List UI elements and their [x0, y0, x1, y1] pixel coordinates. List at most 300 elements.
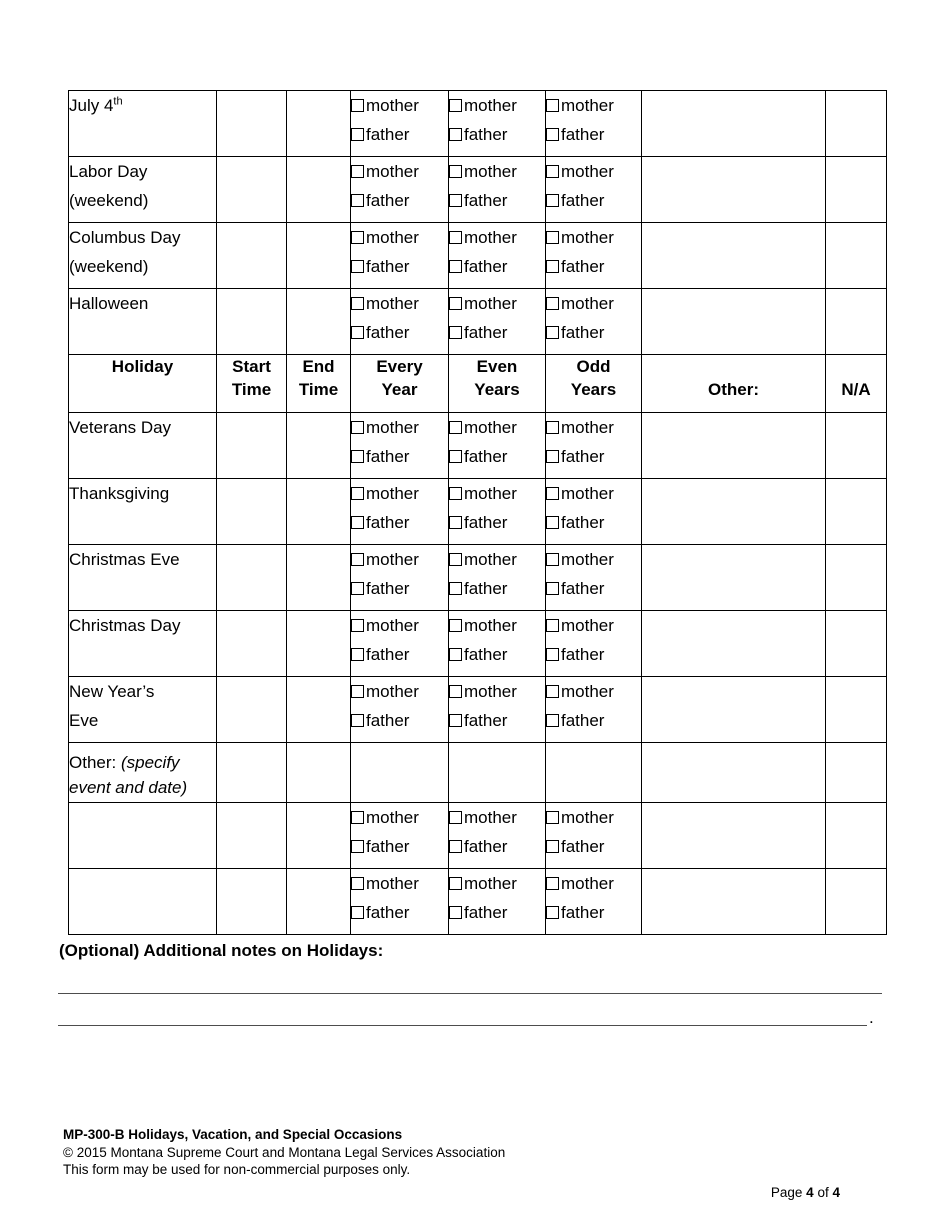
start-time-cell[interactable]	[217, 869, 287, 935]
mother-option	[546, 545, 641, 574]
holiday-name-line2-italic: event and date)	[69, 778, 188, 797]
na-cell[interactable]	[826, 157, 887, 223]
other-cell[interactable]	[642, 803, 826, 869]
checkbox-mother-label: mother	[366, 294, 419, 313]
mother-option	[351, 677, 448, 706]
checkbox-father[interactable]	[351, 714, 364, 727]
father-option	[449, 120, 545, 149]
holiday-label	[69, 91, 216, 120]
mother-option	[546, 803, 641, 832]
checkbox-mother-label: mother	[366, 162, 419, 181]
father-option	[546, 508, 641, 537]
holidays-table	[68, 90, 887, 935]
holiday-label	[69, 750, 216, 800]
checkbox-mother[interactable]	[546, 811, 559, 824]
other-cell[interactable]	[642, 223, 826, 289]
mother-option	[351, 289, 448, 318]
na-cell[interactable]	[826, 803, 887, 869]
father-option	[546, 706, 641, 735]
na-cell[interactable]	[826, 479, 887, 545]
father-option	[449, 508, 545, 537]
checkbox-mother[interactable]	[351, 877, 364, 890]
header-label: Holiday	[111, 357, 174, 376]
checkbox-father-label: father	[366, 837, 410, 856]
checkbox-mother-label: mother	[464, 550, 517, 569]
checkbox-mother-label: mother	[561, 96, 614, 115]
father-option	[449, 706, 545, 735]
checkbox-mother[interactable]	[351, 619, 364, 632]
checkbox-father-label: father	[561, 837, 605, 856]
start-time-cell[interactable]	[217, 479, 287, 545]
even-years-cell	[449, 677, 546, 743]
end-time-cell[interactable]	[287, 869, 351, 935]
holiday-name-superscript: th	[113, 95, 123, 108]
mother-option	[449, 91, 545, 120]
other-cell[interactable]	[642, 545, 826, 611]
holiday-label	[69, 157, 216, 215]
checkbox-father-label: father	[464, 257, 508, 276]
holiday-name: Other:	[69, 753, 121, 772]
other-cell[interactable]	[642, 479, 826, 545]
other-cell[interactable]	[642, 413, 826, 479]
odd-years-cell	[546, 289, 642, 355]
checkbox-father[interactable]	[449, 326, 462, 339]
mother-option	[449, 803, 545, 832]
notes-blank-line-2-wrap	[58, 1008, 874, 1026]
other-cell[interactable]	[642, 869, 826, 935]
start-time-cell[interactable]	[217, 803, 287, 869]
checkbox-mother[interactable]	[546, 99, 559, 112]
start-time-cell[interactable]	[217, 743, 287, 803]
mother-option	[546, 413, 641, 442]
odd-years-cell	[546, 479, 642, 545]
every-year-cell	[351, 413, 449, 479]
checkbox-father[interactable]	[449, 516, 462, 529]
checkbox-father[interactable]	[546, 648, 559, 661]
mother-option	[546, 869, 641, 898]
checkbox-father[interactable]	[351, 326, 364, 339]
end-time-cell[interactable]	[287, 611, 351, 677]
checkbox-mother[interactable]	[546, 685, 559, 698]
checkbox-father[interactable]	[546, 260, 559, 273]
checkbox-mother[interactable]	[546, 297, 559, 310]
father-option	[546, 640, 641, 669]
holiday-cell	[69, 413, 217, 479]
table-row	[69, 677, 887, 743]
checkbox-father[interactable]	[449, 714, 462, 727]
other-cell[interactable]	[642, 743, 826, 803]
end-time-cell[interactable]	[287, 413, 351, 479]
checkbox-mother[interactable]	[449, 685, 462, 698]
every-year-cell	[351, 289, 449, 355]
other-cell[interactable]	[642, 677, 826, 743]
checkbox-mother[interactable]	[351, 99, 364, 112]
holiday-cell	[69, 479, 217, 545]
father-option	[546, 318, 641, 347]
odd-years-cell[interactable]	[546, 743, 642, 803]
header-cell-start-time	[217, 355, 287, 413]
checkbox-father[interactable]	[449, 582, 462, 595]
every-year-cell[interactable]	[351, 743, 449, 803]
holiday-cell	[69, 91, 217, 157]
checkbox-mother-label: mother	[366, 96, 419, 115]
father-option	[449, 898, 545, 927]
checkbox-father[interactable]	[546, 128, 559, 141]
holiday-cell	[69, 677, 217, 743]
checkbox-father-label: father	[561, 513, 605, 532]
page-current: 4	[806, 1185, 814, 1200]
checkbox-father[interactable]	[449, 194, 462, 207]
every-year-cell	[351, 479, 449, 545]
odd-years-cell	[546, 803, 642, 869]
father-option	[351, 832, 448, 861]
mother-option	[351, 803, 448, 832]
checkbox-mother-label: mother	[366, 484, 419, 503]
checkbox-father-label: father	[561, 191, 605, 210]
of-word: of	[817, 1185, 829, 1200]
holiday-label	[69, 223, 216, 281]
holiday-name: Christmas Eve	[69, 550, 180, 569]
mother-option	[351, 545, 448, 574]
father-option	[351, 318, 448, 347]
checkbox-mother-label: mother	[561, 682, 614, 701]
start-time-cell[interactable]	[217, 545, 287, 611]
table-row	[69, 869, 887, 935]
holiday-name-line2: (weekend)	[69, 191, 149, 210]
holiday-name: Christmas Day	[69, 616, 181, 635]
checkbox-mother[interactable]	[351, 165, 364, 178]
header-label: Start	[232, 357, 271, 376]
na-cell[interactable]	[826, 223, 887, 289]
checkbox-father[interactable]	[449, 906, 462, 919]
father-option	[351, 252, 448, 281]
na-cell[interactable]	[826, 545, 887, 611]
notes-blank-line-1[interactable]	[58, 976, 882, 994]
checkbox-mother[interactable]	[351, 297, 364, 310]
holiday-cell[interactable]	[69, 803, 217, 869]
usage-notice: This form may be used for non-commercial purposes only.	[63, 1162, 411, 1177]
table-row	[69, 743, 887, 803]
start-time-cell[interactable]	[217, 413, 287, 479]
checkbox-mother[interactable]	[351, 421, 364, 434]
header-label: Every	[376, 357, 423, 376]
start-time-cell[interactable]	[217, 223, 287, 289]
odd-years-cell	[546, 91, 642, 157]
checkbox-mother[interactable]	[546, 487, 559, 500]
checkbox-father[interactable]	[351, 516, 364, 529]
header-cell-na	[826, 355, 887, 413]
even-years-cell	[449, 223, 546, 289]
every-year-cell	[351, 803, 449, 869]
checkbox-mother[interactable]	[351, 685, 364, 698]
holiday-cell	[69, 743, 217, 803]
father-option	[351, 898, 448, 927]
checkbox-father[interactable]	[351, 840, 364, 853]
page-word: Page	[770, 1185, 803, 1200]
checkbox-father[interactable]	[351, 648, 364, 661]
checkbox-mother-label: mother	[561, 228, 614, 247]
mother-option	[546, 479, 641, 508]
checkbox-father[interactable]	[546, 906, 559, 919]
checkbox-mother[interactable]	[546, 619, 559, 632]
mother-option	[546, 611, 641, 640]
holiday-name: July 4	[69, 96, 114, 115]
every-year-cell	[351, 545, 449, 611]
start-time-cell[interactable]	[217, 157, 287, 223]
header-label: Year	[381, 380, 418, 399]
father-option	[351, 186, 448, 215]
odd-years-cell	[546, 545, 642, 611]
holiday-cell	[69, 223, 217, 289]
father-option	[546, 898, 641, 927]
checkbox-mother[interactable]	[351, 231, 364, 244]
checkbox-father[interactable]	[449, 128, 462, 141]
checkbox-mother[interactable]	[351, 811, 364, 824]
checkbox-mother-label: mother	[561, 484, 614, 503]
checkbox-father[interactable]	[449, 450, 462, 463]
other-cell[interactable]	[642, 611, 826, 677]
holiday-cell	[69, 289, 217, 355]
table-row	[69, 157, 887, 223]
checkbox-mother[interactable]	[351, 487, 364, 500]
checkbox-mother-label: mother	[561, 616, 614, 635]
checkbox-father[interactable]	[546, 326, 559, 339]
page-total: 4	[832, 1185, 840, 1200]
mother-option	[546, 289, 641, 318]
checkbox-father-label: father	[464, 711, 508, 730]
table-row	[69, 803, 887, 869]
holiday-label	[69, 611, 216, 640]
end-time-cell[interactable]	[287, 157, 351, 223]
mother-option	[546, 223, 641, 252]
mother-option	[449, 611, 545, 640]
end-time-cell[interactable]	[287, 223, 351, 289]
father-option	[449, 442, 545, 471]
holiday-name-line2: Eve	[69, 711, 99, 730]
checkbox-mother-label: mother	[366, 682, 419, 701]
holiday-name-italic: (specify	[120, 753, 180, 772]
end-time-cell[interactable]	[287, 91, 351, 157]
checkbox-mother[interactable]	[351, 553, 364, 566]
father-option	[351, 120, 448, 149]
checkbox-mother-label: mother	[464, 874, 517, 893]
end-time-cell[interactable]	[287, 289, 351, 355]
mother-option	[449, 223, 545, 252]
checkbox-father[interactable]	[449, 260, 462, 273]
father-option	[449, 640, 545, 669]
checkbox-father-label: father	[561, 645, 605, 664]
mother-option	[449, 413, 545, 442]
father-option	[546, 120, 641, 149]
na-cell[interactable]	[826, 743, 887, 803]
mother-option	[449, 545, 545, 574]
notes-blank-line-2[interactable]	[58, 1008, 867, 1026]
checkbox-mother-label: mother	[366, 616, 419, 635]
page-indicator	[771, 1185, 840, 1200]
even-years-cell	[449, 157, 546, 223]
other-cell[interactable]	[642, 289, 826, 355]
checkbox-father-label: father	[464, 903, 508, 922]
mother-option	[449, 869, 545, 898]
checkbox-mother[interactable]	[449, 877, 462, 890]
checkbox-mother[interactable]	[546, 421, 559, 434]
start-time-cell[interactable]	[217, 677, 287, 743]
checkbox-father[interactable]	[546, 194, 559, 207]
checkbox-father[interactable]	[351, 582, 364, 595]
checkbox-mother[interactable]	[546, 553, 559, 566]
checkbox-mother[interactable]	[449, 811, 462, 824]
checkbox-father[interactable]	[351, 450, 364, 463]
mother-option	[351, 869, 448, 898]
father-option	[351, 508, 448, 537]
mother-option	[546, 157, 641, 186]
start-time-cell[interactable]	[217, 289, 287, 355]
checkbox-father[interactable]	[351, 128, 364, 141]
holiday-cell	[69, 611, 217, 677]
table-row	[69, 413, 887, 479]
mother-option	[351, 611, 448, 640]
mother-option	[546, 677, 641, 706]
start-time-cell[interactable]	[217, 611, 287, 677]
other-cell[interactable]	[642, 157, 826, 223]
checkbox-mother[interactable]	[546, 165, 559, 178]
end-time-cell[interactable]	[287, 743, 351, 803]
checkbox-mother-label: mother	[366, 228, 419, 247]
even-years-cell	[449, 413, 546, 479]
father-option	[449, 574, 545, 603]
checkbox-father-label: father	[366, 125, 410, 144]
holiday-label	[69, 869, 216, 898]
na-cell[interactable]	[826, 91, 887, 157]
na-cell[interactable]	[826, 869, 887, 935]
na-cell[interactable]	[826, 677, 887, 743]
holiday-label	[69, 479, 216, 508]
header-cell-end-time	[287, 355, 351, 413]
header-label: N/A	[841, 380, 871, 399]
holiday-name: Columbus Day	[69, 228, 181, 247]
end-time-cell[interactable]	[287, 545, 351, 611]
father-option	[546, 442, 641, 471]
header-label: Other:	[708, 380, 759, 399]
na-cell[interactable]	[826, 289, 887, 355]
checkbox-mother[interactable]	[449, 297, 462, 310]
checkbox-father-label: father	[561, 323, 605, 342]
checkbox-father[interactable]	[546, 714, 559, 727]
checkbox-father-label: father	[366, 257, 410, 276]
every-year-cell	[351, 157, 449, 223]
checkbox-mother[interactable]	[449, 553, 462, 566]
even-years-cell	[449, 289, 546, 355]
father-option	[546, 832, 641, 861]
every-year-cell	[351, 223, 449, 289]
checkbox-mother[interactable]	[546, 231, 559, 244]
header-label: Time	[231, 380, 272, 399]
odd-years-cell	[546, 677, 642, 743]
checkbox-father-label: father	[366, 513, 410, 532]
even-years-cell[interactable]	[449, 743, 546, 803]
checkbox-father[interactable]	[546, 450, 559, 463]
holiday-name: Veterans Day	[69, 418, 172, 437]
checkbox-mother-label: mother	[464, 294, 517, 313]
father-option	[546, 252, 641, 281]
holiday-label	[69, 289, 216, 318]
header-label: Even	[476, 357, 518, 376]
checkbox-father[interactable]	[449, 648, 462, 661]
odd-years-cell	[546, 413, 642, 479]
checkbox-mother[interactable]	[449, 231, 462, 244]
mother-option	[449, 157, 545, 186]
holiday-cell[interactable]	[69, 869, 217, 935]
checkbox-father[interactable]	[351, 260, 364, 273]
checkbox-father[interactable]	[546, 582, 559, 595]
end-time-cell[interactable]	[287, 677, 351, 743]
checkbox-mother-label: mother	[561, 294, 614, 313]
checkbox-mother[interactable]	[546, 877, 559, 890]
checkbox-father-label: father	[464, 447, 508, 466]
checkbox-mother-label: mother	[561, 550, 614, 569]
checkbox-father[interactable]	[449, 840, 462, 853]
checkbox-mother[interactable]	[449, 421, 462, 434]
checkbox-father[interactable]	[351, 906, 364, 919]
notes-label: (Optional) Additional notes on Holidays:	[59, 941, 384, 960]
father-option	[449, 318, 545, 347]
father-option	[351, 640, 448, 669]
checkbox-mother-label: mother	[366, 418, 419, 437]
checkbox-mother[interactable]	[449, 99, 462, 112]
header-label: Time	[298, 380, 339, 399]
end-time-cell[interactable]	[287, 803, 351, 869]
header-cell-other	[642, 355, 826, 413]
na-cell[interactable]	[826, 413, 887, 479]
checkbox-father-label: father	[366, 447, 410, 466]
checkbox-father[interactable]	[546, 840, 559, 853]
checkbox-father-label: father	[561, 257, 605, 276]
checkbox-mother-label: mother	[561, 162, 614, 181]
mother-option	[449, 289, 545, 318]
checkbox-father-label: father	[464, 125, 508, 144]
checkbox-mother-label: mother	[464, 162, 517, 181]
header-cell-holiday	[69, 355, 217, 413]
holiday-label	[69, 677, 216, 735]
checkbox-mother[interactable]	[449, 619, 462, 632]
father-option	[546, 574, 641, 603]
checkbox-mother-label: mother	[561, 418, 614, 437]
checkbox-mother-label: mother	[561, 808, 614, 827]
header-cell-every-year	[351, 355, 449, 413]
end-time-cell[interactable]	[287, 479, 351, 545]
odd-years-cell	[546, 869, 642, 935]
holiday-name-line2: (weekend)	[69, 257, 149, 276]
checkbox-mother-label: mother	[464, 96, 517, 115]
na-cell[interactable]	[826, 611, 887, 677]
checkbox-father[interactable]	[351, 194, 364, 207]
checkbox-father-label: father	[366, 323, 410, 342]
start-time-cell[interactable]	[217, 91, 287, 157]
checkbox-mother[interactable]	[449, 165, 462, 178]
other-cell[interactable]	[642, 91, 826, 157]
father-option	[449, 252, 545, 281]
checkbox-father[interactable]	[546, 516, 559, 529]
mother-option	[351, 157, 448, 186]
holiday-label	[69, 413, 216, 442]
header-label: Years	[570, 380, 617, 399]
checkbox-father-label: father	[561, 447, 605, 466]
checkbox-father-label: father	[561, 579, 605, 598]
checkbox-mother-label: mother	[464, 228, 517, 247]
table-row	[69, 223, 887, 289]
checkbox-mother[interactable]	[449, 487, 462, 500]
checkbox-mother-label: mother	[464, 616, 517, 635]
